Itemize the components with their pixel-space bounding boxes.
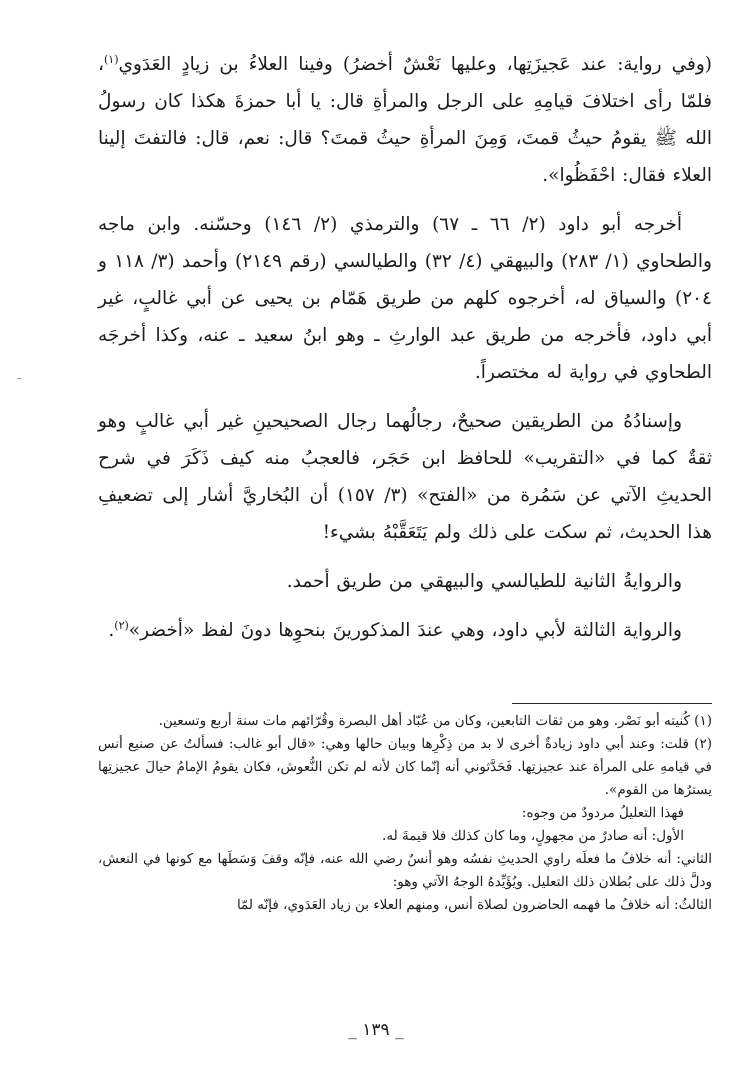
footnote-separator [512, 703, 712, 704]
footnote-ref-1[interactable]: (١) [103, 52, 119, 66]
paragraph-5-end: . [108, 620, 115, 641]
footnote-2-point-2: الثاني: أنه خلافُ ما فعلَه راوي الحديثِ نفسُه وهو أنسٌ رضي الله عنه، فإنّه وقفَ وَسَطَها مع كونها في النعش، ودلَّ ذلك على بُطلان ذلك التعليل. ويُؤَيِّدهُ الوجهُ الآتي وهو: [98, 851, 712, 890]
footnote-2-point-3: الثالثُ: أنه خلافُ ما فهمه الحاضرون لصلاة أنس، ومنهم العلاء بن زياد العَدَوي، فإنّه لمّا [236, 897, 712, 913]
paragraph-2: أخرجه أبو داود (٢/ ٦٦ ـ ٦٧) والترمذي (٢/ ١٤٦) وحسّنه. وابن ماجه والطحاوي (١/ ٢٨٣) والبيهقي (٤/ ٣٢) والطيالسي (رقم ٢١٤٩) وأحمد (٣/ ١١٨ و ٢٠٤) والسياق له، أخرجوه كلهم من طريق هَمّام بن يحيى عن أبي غالبٍ، غير أبي داود، فأخرجه من طريق عبد الوارثِ ـ وهو ابنُ سعيد ـ عنه، وكذا أخرجَه الطحاوي في رواية له مختصراً. [98, 214, 712, 383]
paragraph-1-end: ، فلمّا رأى اختلافَ قيامِهِ على الرجل والمرأةِ قال: يا أبا حمزةَ هكذا كان رسولُ الله ﷺ يقومُ حيثُ قمتَ، وَمِنَ المرأةِ حيثُ قمتَ؟ قال: نعم، قال: فالتفتَ إلينا العلاء فقال: احْفَظُوا». [98, 54, 712, 186]
footnote-1: (١) كُنيته أبو نَصْر. وهو من ثقات التابعين، وكان من عُبّاد أهل البصرة وقُرّائهم مات سنة أربع وتسعين. [158, 713, 712, 729]
footnote-2-point-1: الأول: أنه صادرٌ من مجهولٍ، وما كان كذلك فلا قيمةَ له. [382, 828, 684, 844]
paragraph-1-start: (وفي رواية: عند عَجيزَتِها، وعليها نَعْشٌ أخضرُ) وفينا العلاءُ بن زيادٍ العَدَوي [118, 54, 712, 75]
main-text [98, 46, 712, 661]
paragraph-3: وإسنادُهُ من الطريقين صحيحٌ، رجالُهما رجال الصحيحينِ غير أبي غالبٍ وهو ثقةٌ كما في «التقريب» للحافظ ابن حَجَر، فالعجبُ منه كيف ذَكَرَ في شرح الحديثِ الآتي عن سَمُرة من «الفتح» (٣/ ١٥٧) أن البُخاريَّ أشار إلى تضعيفِ هذا الحديث، ثم سكت على ذلك ولم يَتَعَقَّبْهُ بشيء! [98, 411, 712, 543]
page-number: _ ١٣٩ _ [348, 1020, 404, 1040]
paragraph-5 [98, 612, 712, 649]
paragraph-4: والروايةُ الثانية للطيالسي والبيهقي من طريق أحمد. [286, 571, 682, 592]
footnotes [98, 710, 712, 917]
footnote-2-intro: فهذا التعليلُ مردودٌ من وجوه: [521, 805, 684, 821]
footnote-ref-2[interactable]: (٢) [114, 618, 129, 632]
margin-mark [17, 378, 21, 379]
footnote-2: (٢) قلت: وعند أبي داود زيادةٌ أخرى لا بد من ذِكْرِها وبيان حالها وهي: «قال أبو غالب: فسألتُ عن صنيع أنس في قيامهِ على المرأة عند عجيزتِها. فَحَدَّثوني أنه إنّما كان لأنه لم تكن النُّعوش، فكان يقومُ الإمامُ حيالَ عجيزتِها يسترُها من القوم». [98, 736, 712, 798]
footnote-2-points [98, 802, 712, 848]
paragraph-1 [98, 46, 712, 194]
paragraph-5-start: والرواية الثالثة لأبي داود، وهي عندَ المذكورينَ بنحوِها دونَ لفظ «أخضر» [128, 620, 682, 641]
